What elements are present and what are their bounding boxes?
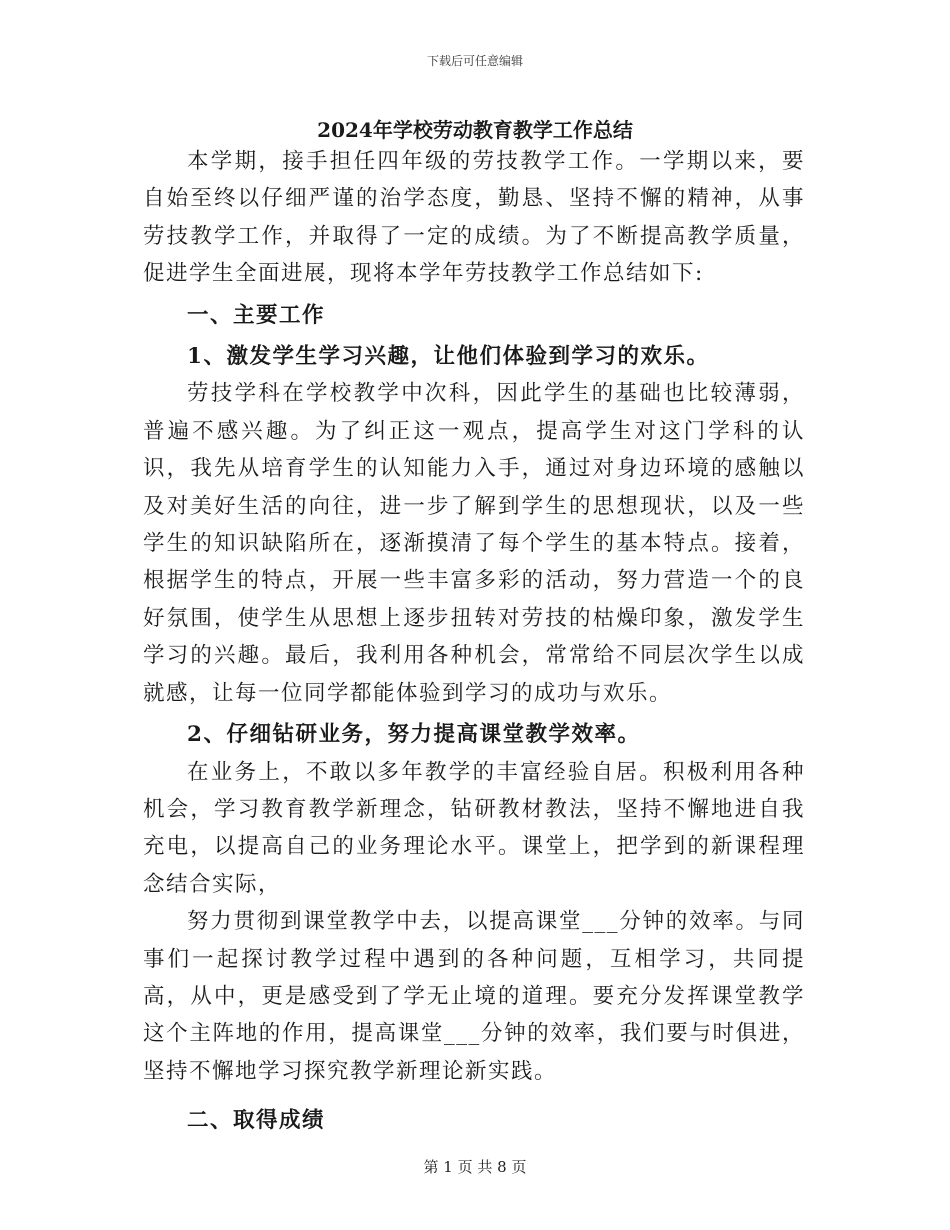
item-heading-interest: 1、激发学生学习兴趣，让他们体验到学习的欢乐。 [187,344,710,370]
item-heading-efficiency: 2、仔细钻研业务，努力提高课堂教学效率。 [187,722,641,748]
section-heading-results: 二、取得成绩 [187,1108,326,1134]
page-number-footer: 第 1 页 共 8 页 [423,1158,527,1176]
item-body-efficiency-b: 努力贯彻到课堂教学中去，以提高课堂___分钟的效率。与同事们一起探讨教学过程中遇到的各种问题，互相学习，共同提高，从中，更是感受到了学无止境的道理。要充分发挥课堂教学这个主阵地的作用，提高课堂___分钟的效率，我们要与时俱进，坚持不懈地学习探究教学新理论新实践。 [143,909,805,1084]
document-body [143,143,805,1140]
section-heading-main-work: 一、主要工作 [187,302,326,328]
item-body-efficiency-a: 在业务上，不敢以多年教学的丰富经验自居。积极利用各种机会，学习教育教学新理念，钻研教材教法，坚持不懈地进自我充电，以提高自己的业务理论水平。课堂上，把学到的新课程理念结合实际， [143,759,805,897]
page-header-note: 下载后可任意编辑 [426,54,523,68]
item-body-interest: 劳技学科在学校教学中次科，因此学生的基础也比较薄弱，普遍不感兴趣。为了纠正这一观点，提高学生对这门学科的认识，我先从培育学生的认知能力入手，通过对身边环境的感触以及对美好生活的向往，进一步了解到学生的思想现状，以及一些学生的知识缺陷所在，逐渐摸清了每个学生的基本特点。接着，根据学生的特点，开展一些丰富多彩的活动，努力营造一个的良好氛围，使学生从思想上逐步扭转对劳技的枯燥印象，激发学生学习的兴趣。最后，我利用各种机会，常常给不同层次学生以成就感，让每一位同学都能体验到学习的成功与欢乐。 [143,381,805,706]
document-title: 2024年学校劳动教育教学工作总结 [317,118,633,142]
intro-paragraph: 本学期，接手担任四年级的劳技教学工作。一学期以来，要自始至终以仔细严谨的治学态度，勤恳、坚持不懈的精神，从事劳技教学工作，并取得了一定的成绩。为了不断提高教学质量，促进学生全面进展，现将本学年劳技教学工作总结如下: [143,149,805,287]
